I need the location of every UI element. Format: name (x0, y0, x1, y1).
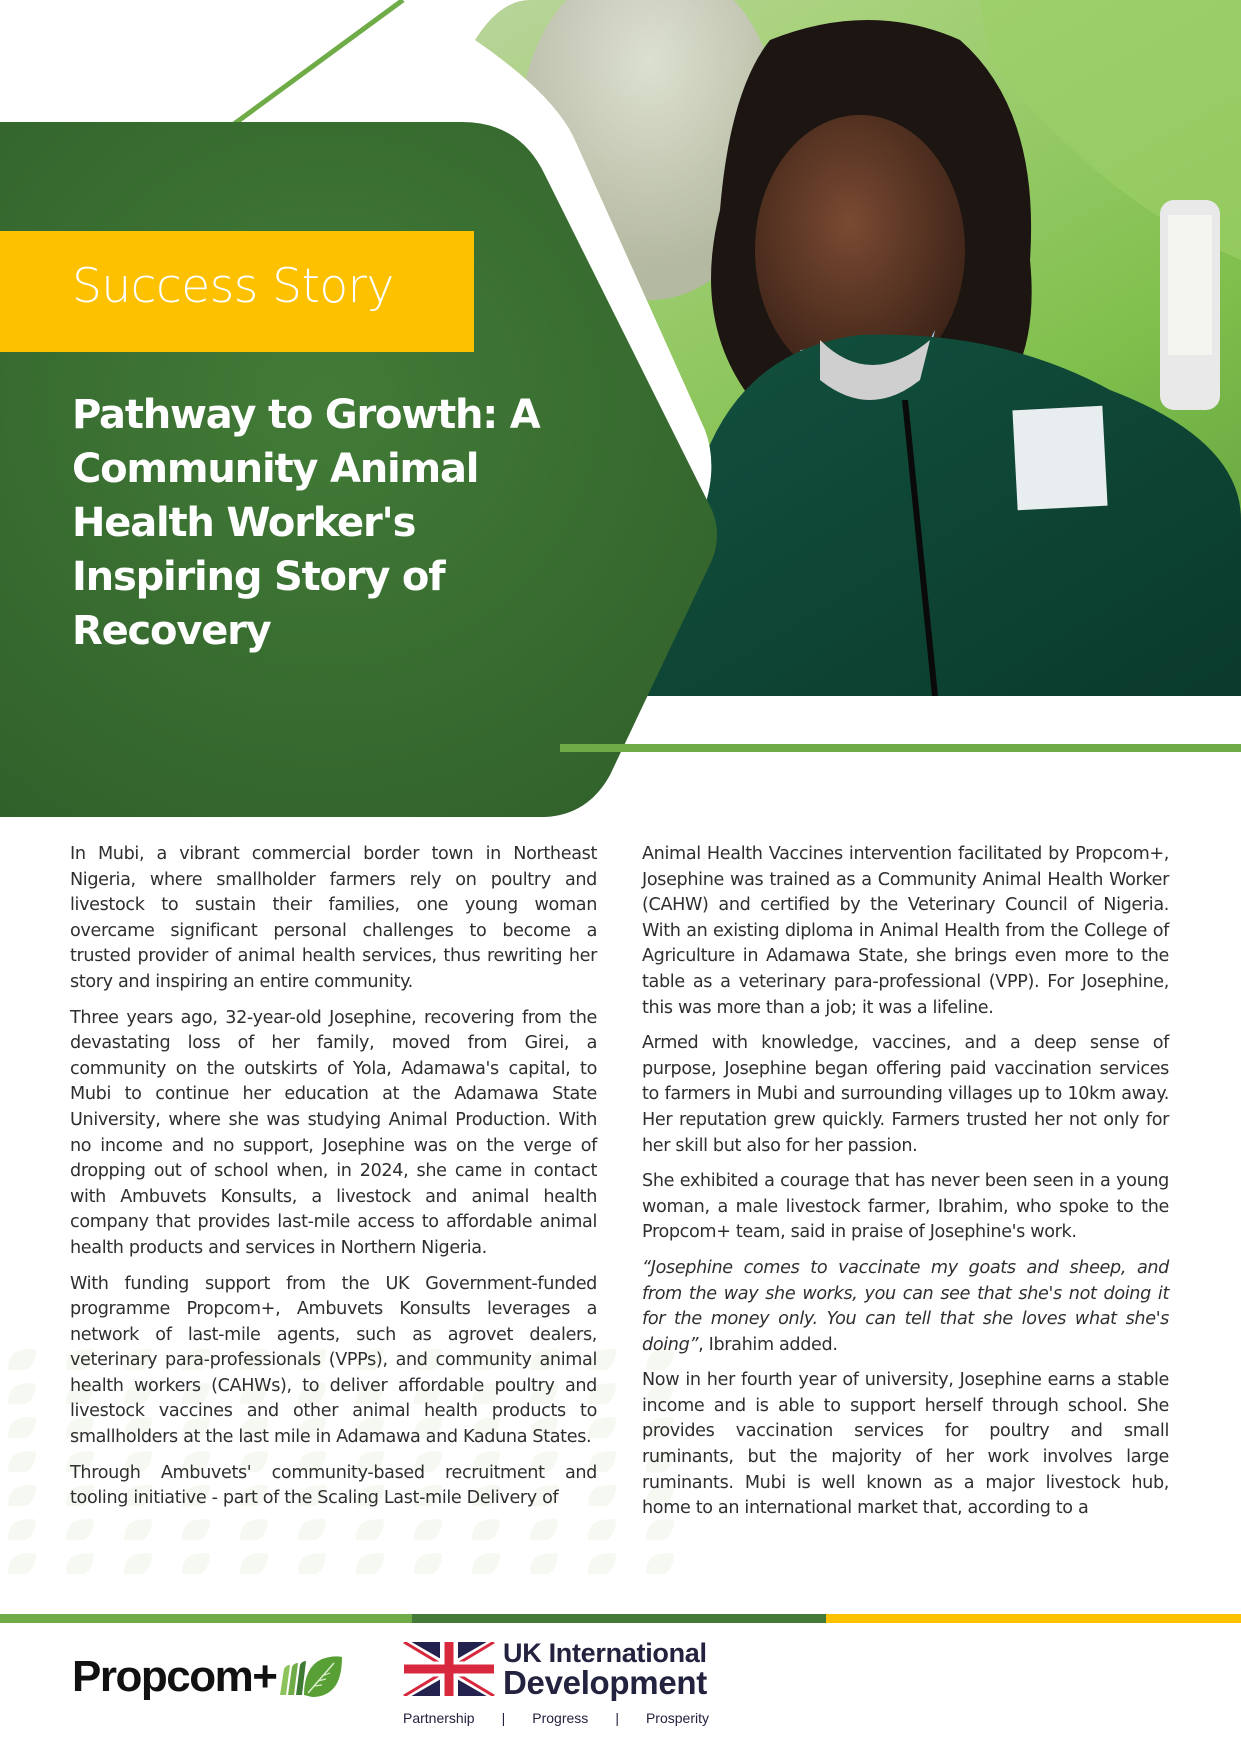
watermark-leaf (8, 1485, 36, 1506)
watermark-leaf (182, 1519, 210, 1540)
page-title: Pathway to Growth: A Community Animal Health Worker's Inspiring Story of Recovery (72, 392, 540, 654)
watermark-leaf (182, 1553, 210, 1574)
paragraph: Armed with knowledge, vaccines, and a deep sense of purpose, Josephine began offering paid vaccination services to farmers in Mubi and surrounding villages up to 10km away. Her reputation grew quickly. Farmers trusted her not only for her skill but also for her passion. (642, 1033, 1169, 1156)
watermark-leaf (414, 1519, 442, 1540)
watermark-leaf (472, 1519, 500, 1540)
watermark-leaf (8, 1349, 36, 1370)
paragraph: Animal Health Vaccines intervention facilitated by Propcom+, Josephine was trained as a Community Animal Health Worker (CAHW) and certified by the Veterinary Council of Nigeria. With an existing diploma in Animal Health from the College of Agriculture in Adamawa State, she brings even more to the table as a veterinary para-professional (VPP). For Josephine, this was more than a job; it was a lifeline. (642, 844, 1169, 1018)
paragraph: Three years ago, 32-year-old Josephine, recovering from the devastating loss of her family, moved from Girei, a community on the outskirts of Yola, Adamawa's capital, to Mubi to continue her education at the Adamawa State University, where she was studying Animal Production. With no income and no support, Josephine was on the verge of dropping out of school when, in 2024, she came in contact with Ambuvets Konsults, a livestock and animal health company that provides last-mile access to affordable animal health products and services in Northern Nigeria. (70, 1007, 597, 1258)
tagline-separator: | (501, 1710, 506, 1726)
watermark-leaf (356, 1519, 384, 1540)
watermark-leaf (588, 1553, 616, 1574)
footer-stripe-yellow (826, 1614, 1241, 1623)
watermark-leaf (8, 1383, 36, 1404)
tagline-progress: Progress (532, 1710, 589, 1726)
uk-international-development-logo (403, 1640, 713, 1732)
watermark-leaf (240, 1553, 268, 1574)
watermark-leaf (298, 1553, 326, 1574)
watermark-leaf (66, 1553, 94, 1574)
body-column-right (642, 842, 1169, 1532)
watermark-leaf (472, 1553, 500, 1574)
watermark-leaf (66, 1519, 94, 1540)
watermark-leaf (414, 1553, 442, 1574)
footer-stripe-dark-green (412, 1614, 826, 1623)
footer-stripe-light-green (0, 1614, 412, 1623)
paragraph: Through Ambuvets' community-based recruitment and tooling initiative - part of the Scaling Last-mile Delivery of (70, 1462, 597, 1509)
watermark-leaf (240, 1519, 268, 1540)
leaf-icon (278, 1655, 344, 1699)
watermark-leaf (356, 1553, 384, 1574)
body-column-left (70, 842, 597, 1522)
success-story-banner (0, 231, 474, 352)
union-jack-icon (403, 1642, 495, 1696)
green-divider (560, 744, 1241, 752)
propcom-logo-text: Propcom+ (72, 1652, 277, 1701)
uk-logo-line2: Development (503, 1664, 707, 1701)
paragraph: Now in her fourth year of university, Josephine earns a stable income and is able to support herself through school. She provides vaccination services for poultry and small ruminants, but the majority of her work involves large ruminants. Mubi is well known as a major livestock hub, home to an international market that, according to a (642, 1370, 1169, 1519)
banner-label: Success Story (72, 259, 394, 314)
quote-paragraph (642, 1256, 1169, 1358)
watermark-leaf (8, 1553, 36, 1574)
watermark-leaf (8, 1519, 36, 1540)
paragraph: In Mubi, a vibrant commercial border town in Northeast Nigeria, where smallholder farmers rely on poultry and livestock to sustain their families, one young woman overcame significant personal challenges to become a trusted provider of animal health services, thus rewriting her story and inspiring an entire community. (70, 844, 597, 992)
paragraph: With funding support from the UK Government-funded programme Propcom+, Ambuvets Konsults leverages a network of last-mile agents, such as agrovet dealers, veterinary para-professionals (VPPs), and community animal health workers (CAHWs), to deliver affordable poultry and livestock vaccines and other animal health products to smallholders at the last mile in Adamawa and Kaduna States. (70, 1273, 597, 1448)
quote-attribution: , Ibrahim added. (698, 1334, 838, 1355)
watermark-leaf (588, 1519, 616, 1540)
watermark-leaf (530, 1519, 558, 1540)
watermark-leaf (8, 1451, 36, 1472)
tagline-partnership: Partnership (403, 1710, 475, 1726)
diagonal-accent-line (234, 0, 403, 124)
watermark-leaf (8, 1417, 36, 1438)
quote-text: “Josephine comes to vaccinate my goats and sheep, and from the way she works, you can see that she's not doing it for the money only. You can tell that she loves what she's doing” (642, 1257, 1169, 1355)
tagline-prosperity: Prosperity (645, 1710, 709, 1726)
uk-tagline (403, 1710, 709, 1726)
watermark-leaf (646, 1553, 674, 1574)
watermark-leaf (530, 1553, 558, 1574)
watermark-leaf (298, 1519, 326, 1540)
watermark-leaf (124, 1553, 152, 1574)
propcom-logo (72, 1652, 344, 1702)
tagline-separator: | (615, 1710, 619, 1726)
watermark-leaf (124, 1519, 152, 1540)
paragraph: She exhibited a courage that has never been seen in a young woman, a male livestock farmer, Ibrahim, who spoke to the Propcom+ team, said in praise of Josephine's work. (642, 1171, 1169, 1243)
uk-logo-line1: UK International (503, 1638, 707, 1668)
